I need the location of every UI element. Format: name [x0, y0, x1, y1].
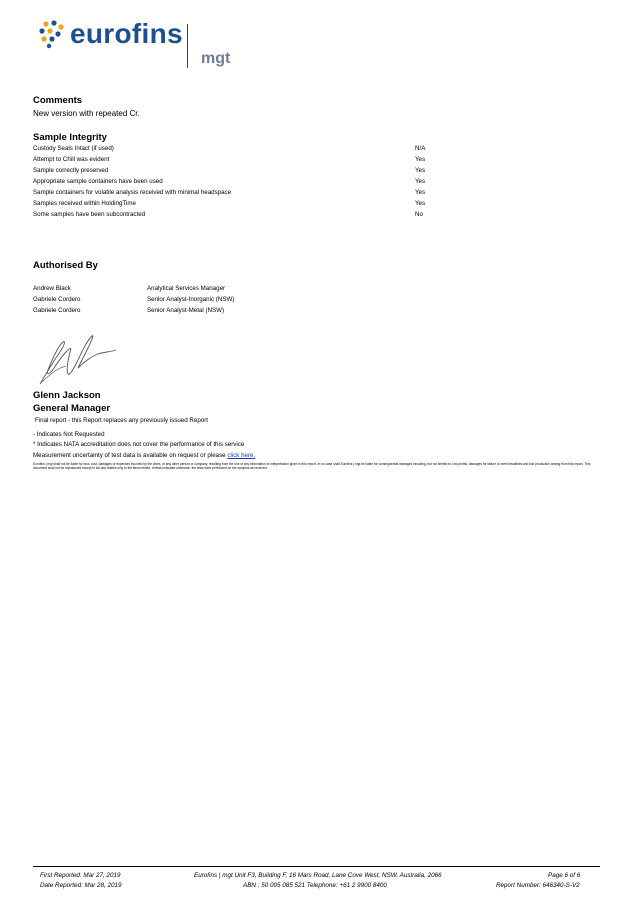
- integrity-value: Yes: [415, 156, 426, 163]
- authoriser-row: [33, 296, 333, 307]
- footer-divider: [33, 866, 600, 867]
- authoriser-name: Andrew Black: [33, 285, 71, 292]
- authoriser-row: [33, 285, 333, 296]
- footer-report-number: Report Number: 646340-S-V2: [496, 882, 580, 889]
- integrity-row: [33, 156, 453, 167]
- footer-date-reported: Date Reported: Mar 28, 2019: [40, 882, 122, 889]
- uncertainty-text: Measurement uncertainty of test data is available on request or please: [33, 452, 226, 459]
- footer-first-reported: First Reported: Mar 27, 2019: [40, 872, 121, 879]
- footer-abn-phone: ABN : 50 005 085 521 Telephone: +61 2 9900 8400: [243, 882, 387, 889]
- authoriser-name: Gabriele Cordero: [33, 307, 81, 314]
- integrity-label: Samples received within HoldingTime: [33, 200, 136, 207]
- integrity-value: Yes: [415, 167, 426, 174]
- integrity-row: [33, 211, 453, 222]
- signatory-name: Glenn Jackson: [33, 390, 101, 401]
- integrity-value: N/A: [415, 145, 426, 152]
- authoriser-role: Analytical Services Manager: [147, 285, 226, 292]
- integrity-row: [33, 200, 453, 211]
- disclaimer-text: Eurofins | mgt shall not be liable for loss, cost, damages or expenses incurred by the client, or any other person or company, resulting from the use of any information or interpretation given in this report. In no case shall Eurofins | mgt be liable for consequential damages including, but not limited to, lost profits, damages for failure to meet deadlines and lost production arising from this report. This document shall not be reproduced except in full and relates only to the items tested. Unless indicated otherwise, the tests were performed on the samples as received.: [33, 462, 591, 471]
- integrity-value: Yes: [415, 200, 426, 207]
- authoriser-row: [33, 307, 333, 318]
- uncertainty-note: [33, 452, 255, 459]
- authoriser-role: Senior Analyst-Metal (NSW): [147, 307, 225, 314]
- integrity-label: Appropriate sample containers have been used: [33, 178, 163, 185]
- final-report-note: Final report - this Report replaces any previously issued Report: [35, 417, 208, 424]
- uncertainty-link[interactable]: click here.: [227, 452, 256, 459]
- logo-brand: eurofins: [70, 18, 183, 49]
- integrity-row: [33, 189, 453, 200]
- logo-sub: mgt: [201, 50, 231, 67]
- comments-text: New version with repeated Cr.: [33, 109, 140, 118]
- signatory-title: General Manager: [33, 403, 111, 414]
- footer-page-number: Page 6 of 6: [548, 872, 581, 879]
- integrity-value: No: [415, 211, 423, 218]
- authoriser-name: Gabriele Cordero: [33, 296, 81, 303]
- integrity-row: [33, 145, 453, 156]
- integrity-value: Yes: [415, 189, 426, 196]
- footer-address: Eurofins | mgt Unit F3, Building F, 16 Mars Road, Lane Cove West, NSW, Australia, 2066: [194, 872, 442, 879]
- integrity-row: [33, 178, 453, 189]
- eurofins-dots-icon: [38, 19, 68, 49]
- integrity-label: Attempt to Chill was evident: [33, 156, 110, 163]
- integrity-value: Yes: [415, 178, 426, 185]
- authoriser-role: Senior Analyst-Inorganic (NSW): [147, 296, 235, 303]
- sample-integrity-heading: Sample Integrity: [33, 132, 107, 143]
- signature-image: [36, 330, 118, 388]
- integrity-label: Sample correctly preserved: [33, 167, 109, 174]
- comments-heading: Comments: [33, 95, 83, 106]
- logo-divider: [187, 24, 188, 68]
- authorised-heading: Authorised By: [33, 260, 98, 271]
- integrity-row: [33, 167, 453, 178]
- nata-note: * Indicates NATA accreditation does not cover the performance of this service: [33, 441, 245, 448]
- integrity-label: Custody Seals Intact (if used): [33, 145, 114, 152]
- integrity-label: Some samples have been subcontracted: [33, 211, 146, 218]
- eurofins-logo: [38, 14, 248, 70]
- integrity-label: Sample containers for volatile analysis received with minimal headspace: [33, 189, 232, 196]
- not-requested-note: - Indicates Not Requested: [33, 431, 105, 438]
